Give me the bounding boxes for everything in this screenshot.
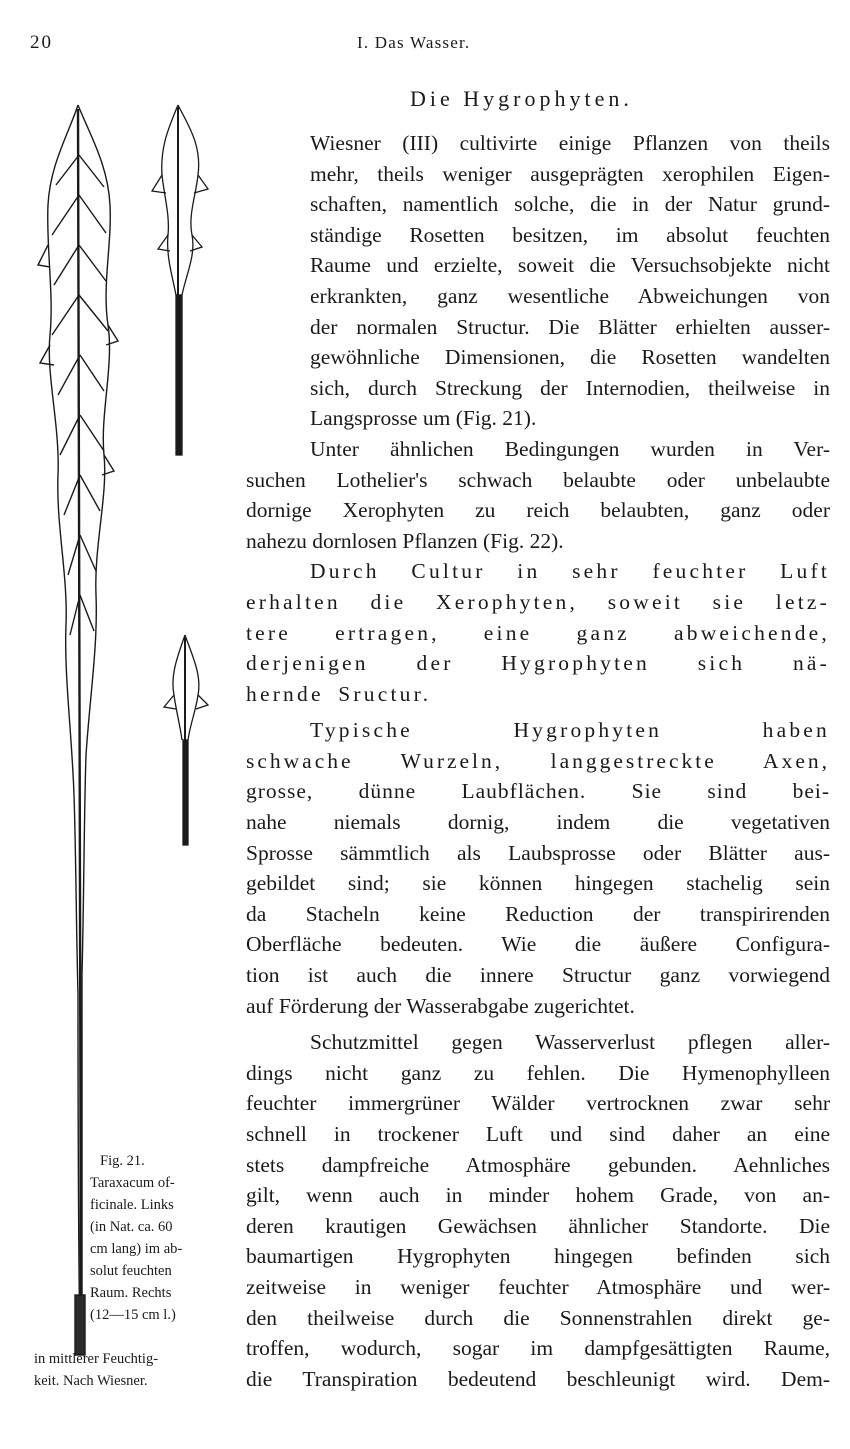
paragraph-5: [246, 1027, 830, 1394]
text-line: tere ertragen, eine ganz abweichende,: [246, 620, 830, 645]
text-line: Unter ähnlichen Bedingungen wurden in Ver-: [310, 436, 830, 461]
text-line: der normalen Structur. Die Blätter erhielten ausser-: [310, 314, 830, 339]
text-line: auf Förderung der Wasserabgabe zugerichtet.: [246, 993, 635, 1018]
text-line: Oberfläche bedeuten. Wie die äußere Configura-: [246, 932, 830, 957]
text-line: zeitweise in weniger feuchter Atmosphäre und wer-: [246, 1274, 830, 1299]
text-line: mehr, theils weniger ausgeprägten xerophilen Eigen-: [310, 161, 830, 186]
text-line: erkrankten, ganz wesentliche Abweichungen von: [310, 283, 830, 308]
caption-line: (12—15 cm l.): [90, 1307, 176, 1323]
caption-line: keit. Nach Wiesner.: [34, 1373, 148, 1389]
caption-line: Taraxacum of-: [90, 1175, 175, 1191]
text-line: Raume und erzielte, soweit die Versuchsobjekte nicht: [310, 253, 830, 278]
figure-caption: [90, 1150, 232, 1326]
caption-line: Raum. Rechts: [90, 1285, 172, 1301]
caption-line: in mittlerer Feuchtig-: [34, 1351, 159, 1367]
figure-caption-tail: [34, 1348, 234, 1392]
paragraph-3: [246, 556, 830, 709]
text-line: stets dampfreiche Atmosphäre gebunden. Aehnliches: [246, 1152, 830, 1177]
caption-line: (in Nat. ca. 60: [90, 1219, 173, 1235]
text-line: Sprosse sämmtlich als Laubsprosse oder Blätter aus-: [246, 840, 830, 865]
text-line: sich, durch Streckung der Internodien, theilweise in: [310, 375, 830, 400]
text-line: Typische Hygrophyten haben: [310, 718, 830, 743]
text-line: deren krautigen Gewächsen ähnlicher Standorte. Die: [246, 1213, 830, 1238]
text-line: nahe niemals dornig, indem die vegetativen: [246, 810, 830, 835]
text-line: schnell in trockener Luft und sind daher an eine: [246, 1122, 830, 1146]
caption-line: cm lang) im ab-: [90, 1241, 183, 1257]
text-line: gilt, wenn auch in minder hohem Grade, von an-: [246, 1183, 830, 1208]
text-line: den theilweise durch die Sonnenstrahlen direkt ge-: [246, 1305, 830, 1330]
text-line: die Transpiration bedeutend beschleunigt wird. Dem-: [246, 1366, 830, 1391]
text-line: feuchter immergrüner Wälder vertrocknen zwar sehr: [246, 1091, 830, 1116]
body-text: [246, 128, 830, 1394]
text-line: Durch Cultur in sehr feuchter Luft: [310, 559, 830, 584]
running-head: I. Das Wasser.: [357, 33, 471, 52]
text-line: Langsprosse um (Fig. 21).: [310, 406, 537, 431]
text-line: hernde Sructur.: [246, 681, 432, 706]
text-line: da Stacheln keine Reduction der transpirirenden: [246, 901, 830, 926]
caption-line: Fig. 21.: [100, 1153, 145, 1169]
taraxacum-leaf-small-icon: [152, 105, 208, 455]
text-line: erhalten die Xerophyten, soweit sie letz-: [246, 589, 830, 614]
text-line: nahezu dornlosen Pflanzen (Fig. 22).: [246, 528, 564, 553]
page-number: 20: [30, 32, 53, 53]
caption-line: solut feuchten: [90, 1263, 172, 1279]
text-line: Wiesner (III) cultivirte einige Pflanzen von theils: [310, 131, 830, 155]
text-line: gewöhnliche Dimensionen, die Rosetten wandelten: [310, 345, 830, 370]
paragraph-1: [246, 128, 830, 434]
taraxacum-leaf-smaller-icon: [164, 635, 208, 845]
text-line: ständige Rosetten besitzen, im absolut feuchten: [310, 222, 830, 247]
section-title: Die Hygrophyten.: [410, 86, 633, 111]
paragraph-2: [246, 434, 830, 556]
text-line: baumartigen Hygrophyten hingegen befinden sich: [246, 1244, 830, 1269]
text-line: gebildet sind; sie können hingegen stachelig sein: [246, 871, 830, 896]
text-line: Schutzmittel gegen Wasserverlust pflegen aller-: [310, 1030, 830, 1055]
text-line: dings nicht ganz zu fehlen. Die Hymenophylleen: [246, 1060, 830, 1085]
text-line: suchen Lothelier's schwach belaubte oder unbelaubte: [246, 467, 830, 492]
caption-line: ficinale. Links: [90, 1197, 174, 1213]
text-line: schaften, namentlich solche, die in der Natur grund-: [310, 192, 830, 217]
text-line: derjenigen der Hygrophyten sich nä-: [246, 651, 830, 676]
text-line: schwache Wurzeln, langgestreckte Axen,: [246, 748, 830, 773]
text-line: dornige Xerophyten zu reich belaubten, ganz oder: [246, 498, 830, 523]
text-line: tion ist auch die innere Structur ganz vorwiegend: [246, 963, 830, 988]
text-line: troffen, wodurch, sogar im dampfgesättigten Raume,: [246, 1336, 830, 1361]
text-line: grosse, dünne Laubflächen. Sie sind bei-: [246, 779, 830, 804]
paragraph-4: [246, 715, 830, 1021]
